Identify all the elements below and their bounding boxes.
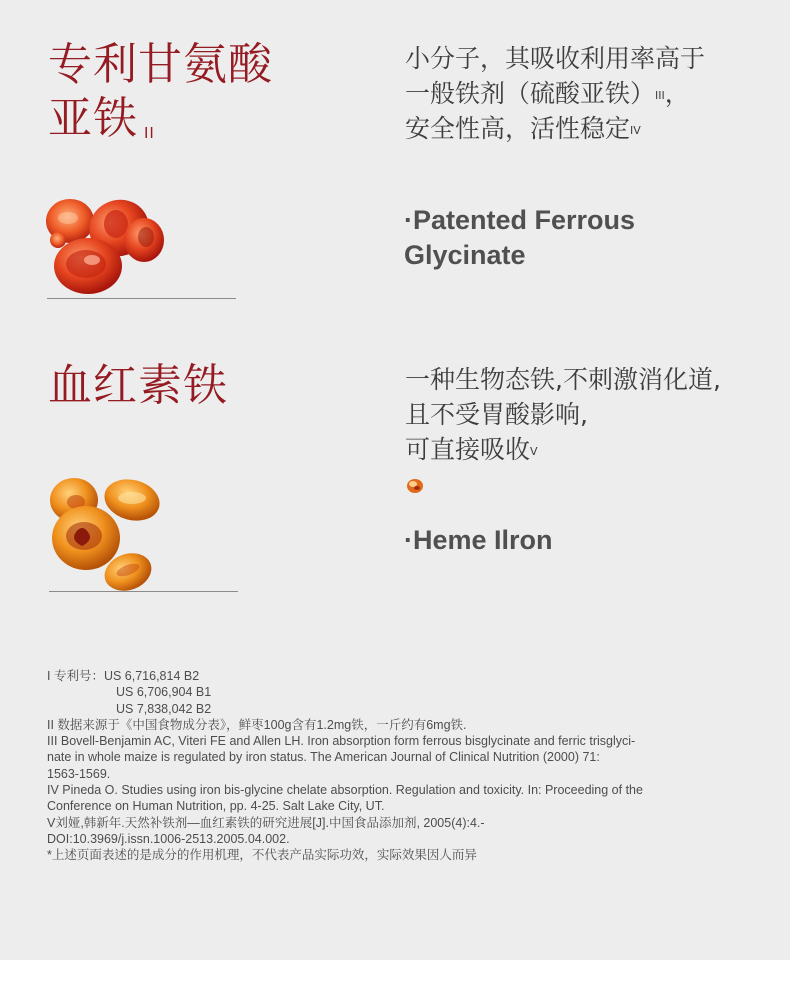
section2-english-name: ·Heme Ilron — [404, 525, 553, 555]
reference-line: II 数据来源于《中国食物成分表》，鲜枣100g含有1.2mg铁，一斤约有6mg铁. — [47, 717, 467, 732]
section2-desc-line2: 且不受胃酸影响, — [405, 400, 588, 429]
reference-line: DOI:10.3969/j.issn.1006-2513.2005.04.002. — [47, 831, 290, 846]
section2-desc-line3: 可直接吸收$^V$ — [405, 435, 538, 464]
section2-title: 血红素铁 — [48, 360, 228, 411]
section1-description — [405, 41, 705, 146]
section1-divider — [47, 298, 236, 299]
reference-line: IV Pineda O. Studies using iron bis-glycine chelate absorption. Regulation and toxicity. In: Proceeding of the — [47, 783, 643, 798]
section1-en-line1: ·Patented Ferrous — [404, 205, 636, 235]
reference-line: US 6,706,904 B1 — [116, 685, 212, 700]
footnote-marker: IV — [630, 124, 641, 137]
reference-line: 1563-1569. — [47, 766, 111, 781]
footnote-marker: III — [655, 89, 665, 102]
reference-line: V刘娅,韩新年.天然补铁剂—血红素铁的研究进展[J].中国食品添加剂, 2005(4):4.- — [47, 815, 485, 830]
footnote-marker: II — [144, 124, 155, 142]
red-softgel-illustration — [44, 190, 174, 300]
section1-en-line2: Glycinate — [404, 240, 526, 270]
small-softgel-icon — [406, 478, 424, 494]
disclaimer: *上述页面表述的是成分的作用机理，不代表产品实际功效，实际效果因人而异 — [47, 848, 477, 863]
section1-desc-line1: 小分子，其吸收利用率高于 — [405, 44, 706, 73]
section1-title-line2: 亚铁 $^{II}$ — [48, 93, 155, 144]
section2-description — [405, 362, 721, 467]
orange-softgel-illustration — [44, 472, 169, 594]
reference-line: I 专利号：US 6,716,814 B2 — [47, 669, 200, 683]
section1-title — [48, 38, 273, 146]
reference-line: US 7,838,042 B2 — [116, 701, 212, 716]
references-block — [47, 668, 747, 864]
reference-line: nate in whole maize is regulated by iron status. The American Journal of Clinical Nutrition (2000) 71: — [47, 750, 600, 765]
section2-divider — [49, 591, 238, 592]
section1-english-name — [404, 203, 635, 273]
reference-line: Conference on Human Nutrition, pp. 4-25. Salt Lake City, UT. — [47, 799, 385, 814]
footnote-marker: V — [530, 445, 538, 458]
section1-desc-line3: 安全性高，活性稳定$^{IV}$ — [405, 114, 641, 143]
section1-desc-line2: 一般铁剂（硫酸亚铁）$^{III}$， — [405, 79, 690, 108]
section1-title-line1: 专利甘氨酸 — [48, 39, 273, 90]
section2-desc-line1: 一种生物态铁,不刺激消化道, — [405, 365, 721, 394]
reference-line: III Bovell-Benjamin AC, Viteri FE and Allen LH. Iron absorption form ferrous bisglycinate and ferric trisglyci- — [47, 734, 636, 749]
